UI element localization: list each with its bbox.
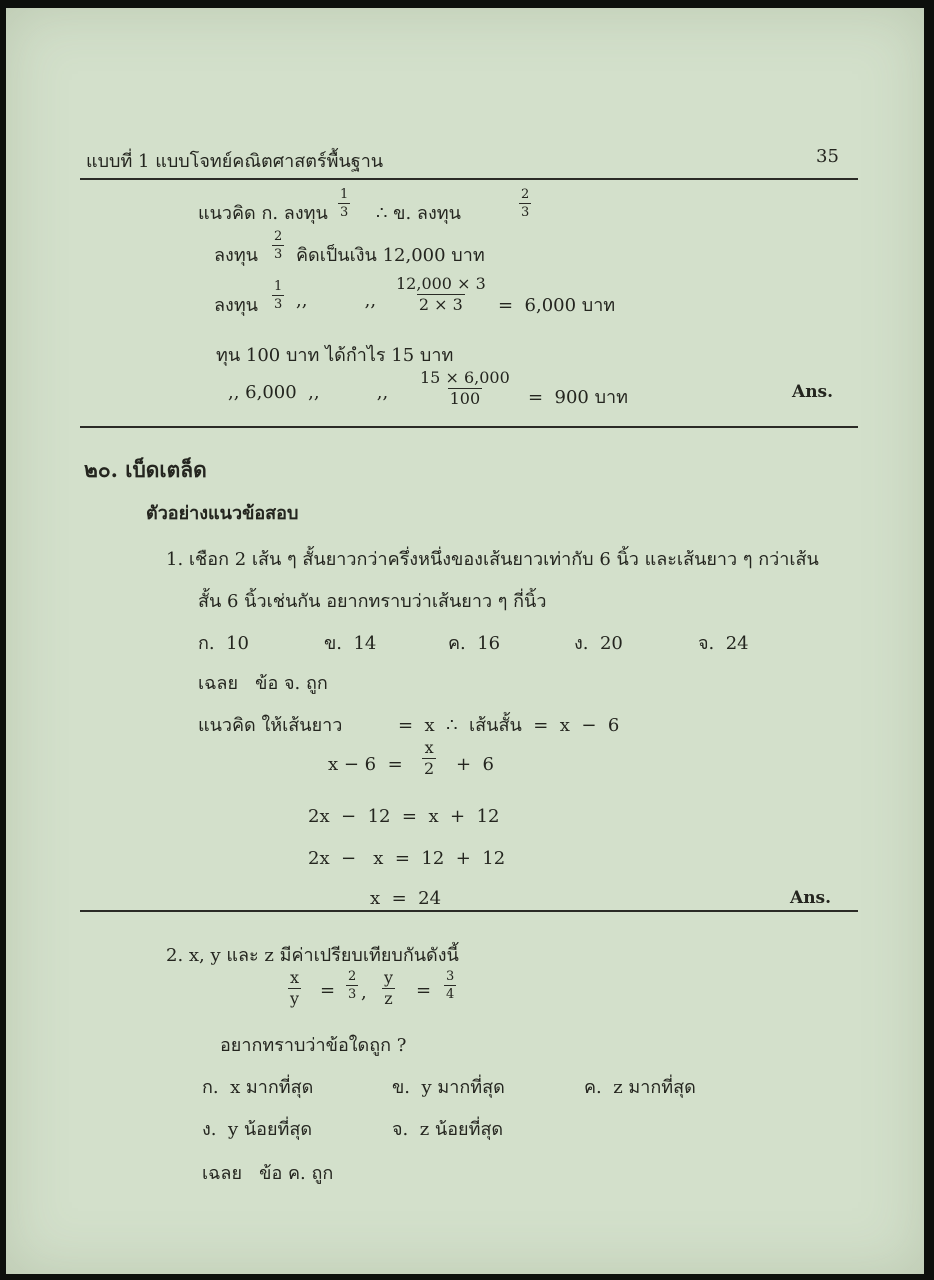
page-number: 35	[816, 146, 839, 167]
fraction: $\frac{2}{3}$	[348, 969, 357, 1002]
section-rule	[80, 426, 858, 428]
q1-text-line1: 1. เชือก 2 เส้น ๆ สั้นยาวกว่าครึ่งหนึ่งของเส้นยาวเท่ากับ 6 นิ้ว และเส้นยาว ๆ กว่าเส้น	[166, 549, 819, 570]
fraction: $\frac{x}{y}$	[290, 968, 300, 1008]
q1-solution-eq1: = x ∴ เส้นสั้น = x − 6	[398, 715, 620, 736]
equals-sign: =	[416, 980, 432, 1001]
q2-question: อยากทราบว่าข้อใดถูก ?	[220, 1035, 407, 1056]
q2-choice: ก. x มากที่สุด	[202, 1077, 314, 1098]
prev-line2-text: คิดเป็นเงิน 12,000 บาท	[296, 245, 485, 266]
q1-choice: ข. 14	[324, 633, 377, 654]
section-subtitle: ตัวอย่างแนวข้อสอบ	[146, 503, 299, 524]
comma: ,	[361, 982, 367, 1003]
prev-line3-ditto: ,, ,,	[296, 290, 377, 311]
q2-answer: เฉลย ข้อ ค. ถูก	[202, 1163, 334, 1184]
q1-solution-label: แนวคิด ให้เส้นยาว	[198, 715, 343, 736]
ans-label: Ans.	[792, 382, 834, 402]
book-page	[6, 8, 924, 1274]
prev-line5-result: = 900 บาท	[528, 387, 629, 408]
q1-solution-eq2-right: + 6	[456, 754, 494, 775]
question-rule	[80, 910, 858, 912]
q2-text: 2. x, y และ z มีค่าเปรียบเทียบกันดังนี้	[166, 945, 459, 966]
fraction: $\frac{2}{3}$	[521, 187, 530, 220]
fraction: $\frac{3}{4}$	[446, 969, 455, 1002]
q2-choice: ค. z มากที่สุด	[584, 1077, 696, 1098]
q1-choice: ง. 20	[574, 633, 623, 654]
prev-line1-therefore: ∴ ข. ลงทุน	[376, 203, 461, 224]
calc-fraction: $\frac{12,000 \times 3}{2 \times 3}$	[396, 274, 486, 314]
q1-solution-eq5: x = 24	[370, 888, 442, 909]
fraction: $\frac{1}{3}$	[274, 279, 283, 312]
prev-line2-label: ลงทุน	[214, 245, 258, 266]
fraction: $\frac{1}{3}$	[340, 187, 349, 220]
fraction: $\frac{2}{3}$	[274, 229, 283, 262]
prev-line1-label: แนวคิด ก. ลงทุน	[198, 203, 328, 224]
equals-sign: =	[320, 980, 336, 1001]
q1-choice: ก. 10	[198, 633, 249, 654]
calc-fraction: $\frac{15 \times 6,000}{100}$	[420, 368, 510, 408]
q2-choice: ง. y น้อยที่สุด	[202, 1119, 313, 1140]
q2-choice: ข. y มากที่สุด	[392, 1077, 505, 1098]
fraction: $\frac{x}{2}$	[424, 738, 435, 778]
header-rule	[80, 178, 858, 180]
q1-solution-eq4: 2x − x = 12 + 12	[308, 848, 506, 869]
chapter-header: แบบที่ 1 แบบโจทย์คณิตศาสตร์พื้นฐาน	[86, 151, 384, 172]
q1-choice: ค. 16	[448, 633, 501, 654]
q1-solution-eq2-left: x − 6 =	[328, 754, 403, 775]
ans-label: Ans.	[790, 888, 832, 908]
q1-solution-eq3: 2x − 12 = x + 12	[308, 806, 500, 827]
prev-line3-label: ลงทุน	[214, 295, 258, 316]
q1-answer: เฉลย ข้อ จ. ถูก	[198, 673, 328, 694]
q1-text-line2: สั้น 6 นิ้วเช่นกัน อยากทราบว่าเส้นยาว ๆ กี่นิ้ว	[198, 591, 547, 612]
prev-line4: ทุน 100 บาท ได้กำไร 15 บาท	[216, 345, 454, 366]
prev-line3-result: = 6,000 บาท	[498, 295, 616, 316]
q1-choice: จ. 24	[698, 633, 749, 654]
fraction: $\frac{y}{z}$	[384, 968, 394, 1008]
section-title: ๒๐. เบ็ดเตล็ด	[84, 457, 207, 482]
prev-line5-ditto: ,, 6,000 ,, ,,	[228, 382, 389, 403]
q2-choice: จ. z น้อยที่สุด	[392, 1119, 504, 1140]
